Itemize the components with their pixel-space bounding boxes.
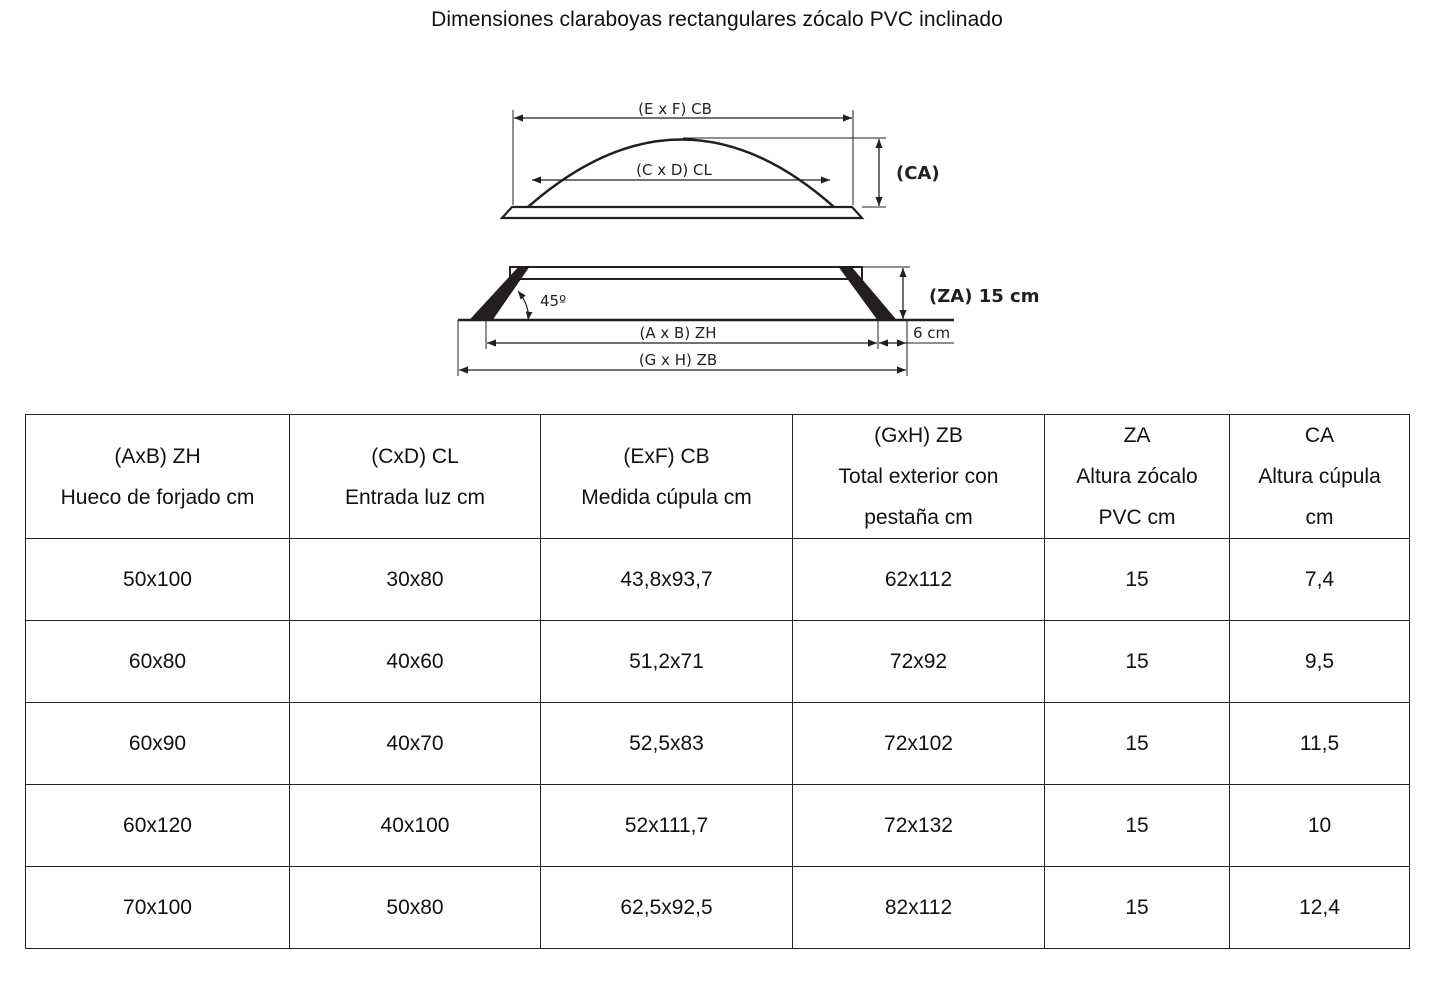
label-ca: (CA): [896, 163, 940, 184]
table-cell: 15: [1045, 867, 1230, 949]
table-cell: 30x80: [290, 539, 541, 621]
table-cell: 60x120: [26, 785, 290, 867]
header-line: ZA: [1123, 424, 1151, 447]
table-cell: 62,5x92,5: [541, 867, 793, 949]
label-ef-cb: (E x F) CB: [638, 100, 712, 118]
table-row: [26, 621, 1410, 703]
header-line: pestaña cm: [864, 506, 973, 529]
table-cell: 7,4: [1230, 539, 1410, 621]
header-line: Total exterior con: [838, 465, 999, 488]
header-medida-cupula: [541, 415, 793, 539]
table-cell: 15: [1045, 703, 1230, 785]
table-cell: 50x80: [290, 867, 541, 949]
table-cell: 43,8x93,7: [541, 539, 793, 621]
table-header-row: [26, 415, 1410, 539]
table-row: [26, 867, 1410, 949]
label-gh-zb: (G x H) ZB: [638, 351, 718, 369]
table-row: [26, 785, 1410, 867]
table-cell: 11,5: [1230, 703, 1410, 785]
table-cell: 10: [1230, 785, 1410, 867]
page-title: Dimensiones claraboyas rectangulares zócalo PVC inclinado: [431, 8, 1003, 31]
table-cell: 72x102: [793, 703, 1045, 785]
table-cell: 15: [1045, 785, 1230, 867]
table-cell: 9,5: [1230, 621, 1410, 703]
table-cell: 12,4: [1230, 867, 1410, 949]
header-line: PVC cm: [1098, 506, 1176, 529]
label-za: (ZA) 15 cm: [929, 286, 1040, 307]
header-line: Medida cúpula cm: [581, 485, 752, 509]
table-cell: 82x112: [793, 867, 1045, 949]
header-line: (GxH) ZB: [874, 424, 963, 447]
table-cell: 70x100: [26, 867, 290, 949]
table-cell: 72x132: [793, 785, 1045, 867]
label-ab-zh: (A x B) ZH: [639, 324, 717, 342]
header-line: Altura cúpula: [1258, 465, 1381, 488]
table-row: [26, 703, 1410, 785]
base-left-wall: [470, 268, 528, 320]
dimensions-table: [25, 414, 1410, 949]
table-cell: 60x90: [26, 703, 290, 785]
table-cell: 52,5x83: [541, 703, 793, 785]
dome-flange: [502, 207, 862, 218]
header-altura-zocalo: [1045, 415, 1230, 539]
table-cell: 51,2x71: [541, 621, 793, 703]
label-angle: 45º: [540, 292, 567, 310]
header-line: (CxD) CL: [371, 444, 459, 468]
base-right-wall: [840, 268, 896, 320]
header-line: Hueco de forjado cm: [60, 485, 255, 509]
table-cell: 72x92: [793, 621, 1045, 703]
header-total-exterior: [793, 415, 1045, 539]
header-line: (ExF) CB: [623, 444, 710, 468]
table-cell: 50x100: [26, 539, 290, 621]
table-row: [26, 539, 1410, 621]
table-cell: 40x100: [290, 785, 541, 867]
table-cell: 60x80: [26, 621, 290, 703]
angle-arc: [518, 291, 528, 320]
table-cell: 15: [1045, 621, 1230, 703]
table-cell: 40x60: [290, 621, 541, 703]
header-line: (AxB) ZH: [114, 444, 201, 468]
table-cell: 15: [1045, 539, 1230, 621]
header-line: Entrada luz cm: [344, 485, 486, 509]
label-cd-cl: (C x D) CL: [636, 161, 712, 179]
label-flange: 6 cm: [913, 324, 951, 342]
header-entrada-luz: [290, 415, 541, 539]
header-line: Altura zócalo: [1076, 465, 1198, 488]
header-altura-cupula: [1230, 415, 1410, 539]
header-hueco-forjado: [26, 415, 290, 539]
header-line: CA: [1304, 424, 1335, 447]
table-cell: 52x111,7: [541, 785, 793, 867]
table-cell: 40x70: [290, 703, 541, 785]
table-cell: 62x112: [793, 539, 1045, 621]
header-line: cm: [1305, 506, 1334, 529]
skylight-dimension-diagram: [0, 0, 1445, 400]
